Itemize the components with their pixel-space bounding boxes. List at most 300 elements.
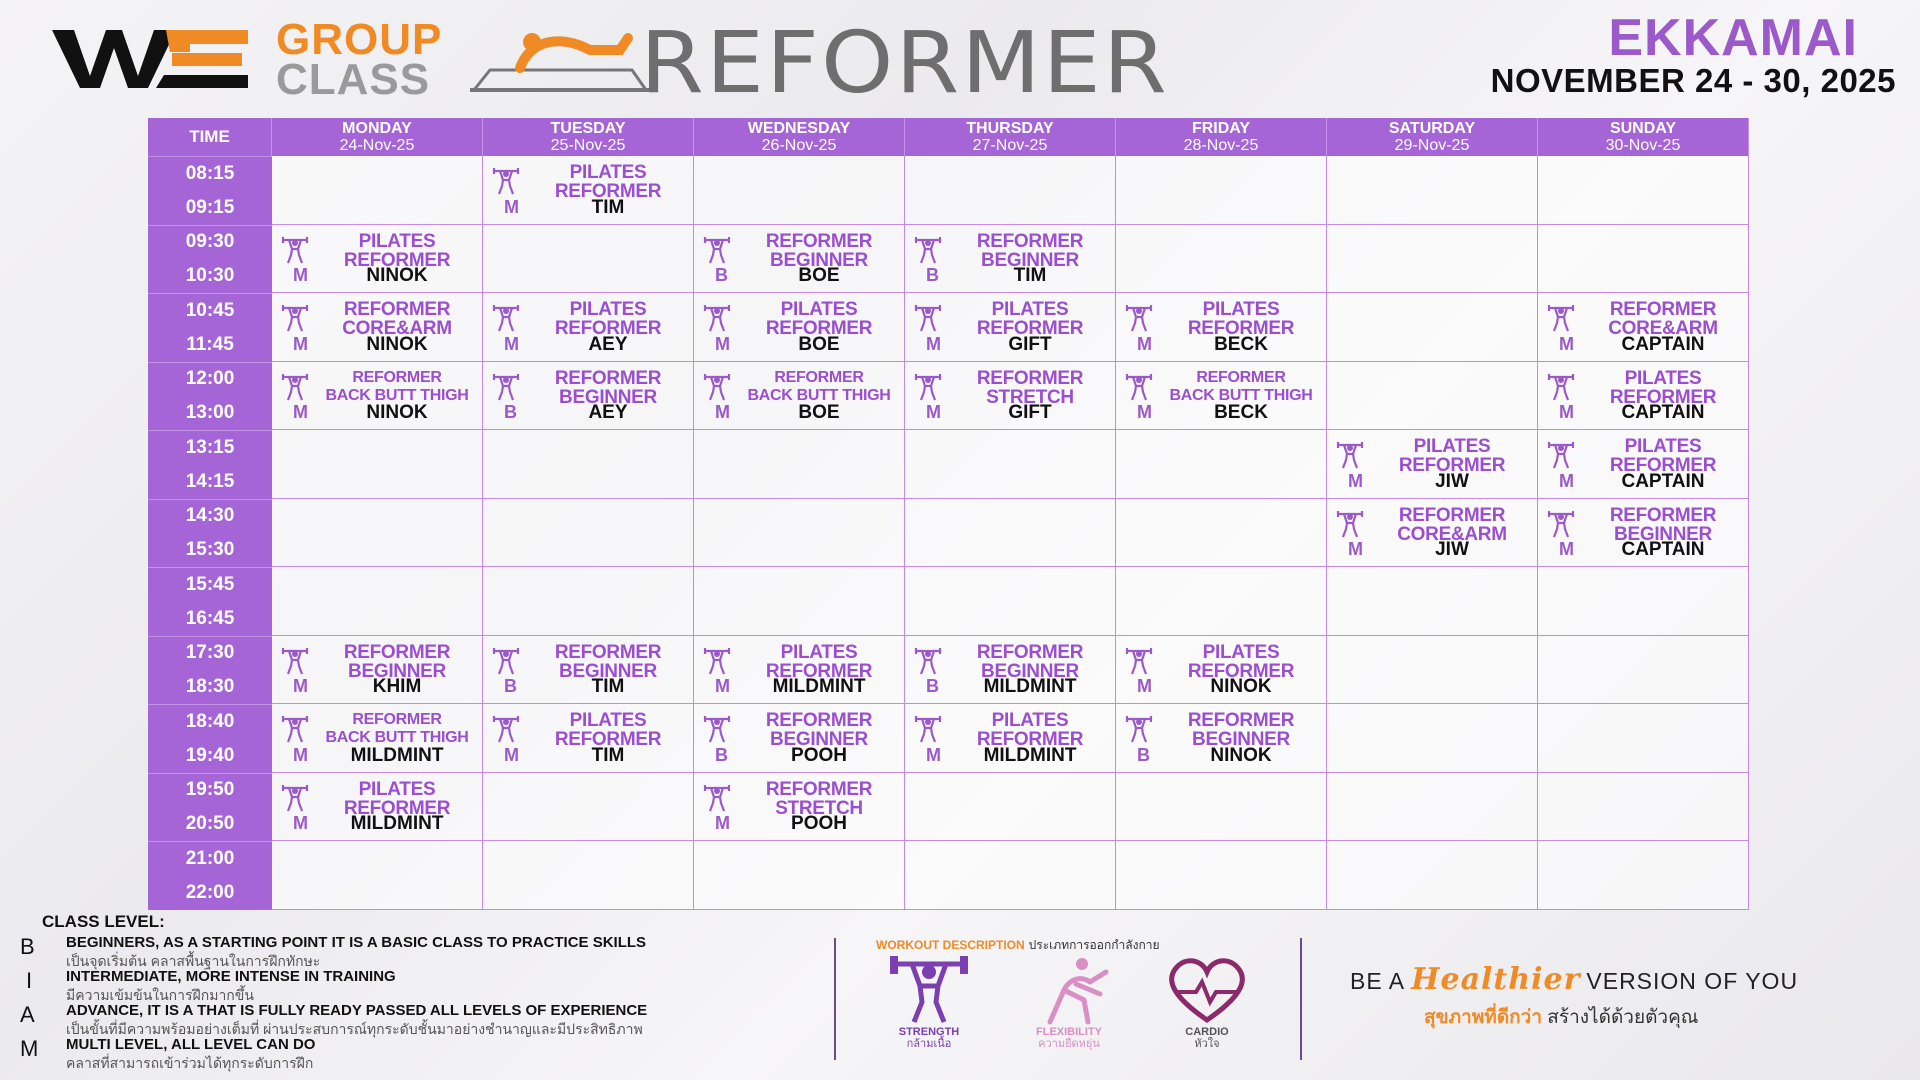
workout-strength-icon [1546, 509, 1576, 539]
class-name-line1: PILATES [780, 641, 858, 663]
time-slot [148, 156, 272, 225]
workout-strength-icon [491, 303, 521, 333]
class-name [316, 300, 478, 338]
class-name-line2: BEGINNER [770, 249, 868, 271]
schedule-cell [1538, 567, 1749, 636]
workout-label-th: กล้ามเนื้อ [906, 1038, 952, 1050]
class-entry[interactable] [1116, 293, 1326, 361]
class-name-line2: BACK BUTT THIGH [747, 386, 891, 404]
instructor-name: NINOK [366, 333, 428, 355]
class-name [1160, 711, 1322, 749]
schedule-cell [694, 567, 905, 636]
date-range: NOVEMBER 24 - 30, 2025 [1490, 62, 1896, 99]
schedule-cell [694, 499, 905, 568]
class-name-line2: STRETCH [986, 386, 1074, 408]
class-name-line1: REFORMER [343, 641, 451, 663]
class-level-badge: B [504, 402, 517, 422]
tagline-post: VERSION OF YOU [1586, 968, 1799, 994]
schedule-cell [272, 704, 483, 773]
class-name-line1: PILATES [358, 230, 436, 252]
class-name-line1: PILATES [780, 299, 858, 320]
schedule-cell [905, 704, 1116, 773]
workout-strength-icon [1546, 440, 1576, 470]
schedule-cell [1116, 636, 1327, 705]
class-entry[interactable] [272, 773, 482, 841]
workout-strength-icon [1124, 714, 1154, 744]
schedule-cell [694, 430, 905, 499]
class-name [1582, 369, 1744, 407]
workout-strength-icon [1546, 303, 1576, 333]
flexibility-icon [1024, 954, 1114, 1026]
class-name-line1: PILATES [358, 778, 436, 800]
schedule-cell [694, 841, 905, 910]
workout-strength-icon [280, 646, 310, 676]
day-date: 29-Nov-25 [1394, 137, 1470, 154]
class-entry[interactable] [905, 704, 1115, 772]
workout-strength-icon [702, 303, 732, 333]
level-desc-th: เป็นขั้นที่มีความพร้อมอย่างเต็มที่ ผ่านประสบการณ์ทุกระดับชั้นมาอย่างชำนาญและมีประสิทธิภาพ [66, 1021, 643, 1037]
day-header-thursday [905, 118, 1116, 156]
instructor-name: JIW [1435, 539, 1469, 560]
workout-strength-icon [702, 646, 732, 676]
class-name-line1: PILATES [569, 162, 647, 183]
class-name-line2: REFORMER [976, 729, 1084, 750]
time-slot [148, 841, 272, 910]
instructor-name: POOH [791, 744, 847, 766]
class-level-badge: M [1559, 402, 1574, 422]
day-header-tuesday [483, 118, 694, 156]
schedule-cell [272, 430, 483, 499]
class-entry[interactable] [694, 773, 904, 841]
class-name [1371, 506, 1533, 544]
schedule-cell [694, 704, 905, 773]
schedule-cell [483, 841, 694, 910]
class-level-badge: M [293, 744, 308, 765]
class-name-line2: CORE&ARM [1608, 318, 1718, 339]
time-slot [148, 362, 272, 431]
schedule-cell [905, 636, 1116, 705]
workout-strength-icon [913, 303, 943, 333]
day-header-saturday [1327, 118, 1538, 156]
class-level-title: CLASS LEVEL: [42, 912, 165, 931]
slot-end: 19:40 [185, 744, 235, 766]
class-entry[interactable] [1327, 430, 1537, 498]
workout-title-th: ประเภทการออกกำลังกาย [1028, 938, 1160, 952]
class-level-badge: M [1137, 333, 1152, 354]
class-entry[interactable] [1538, 362, 1748, 430]
time-slot [148, 293, 272, 362]
class-entry[interactable] [483, 156, 693, 224]
workout-label-th: ความยืดหยุ่น [1038, 1038, 1100, 1050]
instructor-name: MILDMINT [350, 744, 444, 766]
workout-flexibility [1014, 954, 1124, 1050]
class-name-line1: PILATES [569, 299, 647, 320]
schedule-cell [905, 362, 1116, 431]
level-letter: I [26, 968, 33, 993]
level-letter: A [20, 1002, 35, 1027]
class-name-line1: REFORMER [1398, 504, 1506, 526]
slot-end: 16:45 [185, 607, 235, 629]
class-name-line2: REFORMER [554, 181, 662, 202]
instructor-name: MILDMINT [772, 676, 866, 697]
class-name-line2: BEGINNER [981, 660, 1079, 682]
workout-strength-icon [702, 372, 732, 402]
class-name-line1: REFORMER [554, 641, 662, 663]
class-name-line2: REFORMER [343, 797, 451, 819]
slot-end: 14:15 [185, 470, 235, 492]
class-entry[interactable] [905, 636, 1115, 704]
day-header-wednesday [694, 118, 905, 156]
class-name [949, 711, 1111, 749]
level-letter: B [20, 934, 35, 959]
instructor-name: NINOK [1210, 676, 1272, 697]
workout-label-th: หัวใจ [1194, 1038, 1220, 1050]
schedule-cell [272, 499, 483, 568]
schedule-cell [1116, 225, 1327, 294]
class-text: CLASS [276, 54, 431, 104]
time-slot [148, 430, 272, 499]
day-date: 30-Nov-25 [1605, 137, 1681, 154]
slot-end: 18:30 [185, 676, 235, 698]
instructor-name: NINOK [366, 402, 428, 423]
class-level-badge: M [293, 813, 308, 833]
level-desc-th: เป็นจุดเริ่มต้น คลาสพื้นฐานในการฝึกทักษะ [66, 953, 321, 969]
schedule-cell [1327, 704, 1538, 773]
class-name-line2: BEGINNER [559, 660, 657, 682]
class-level-badge: M [293, 402, 308, 422]
slot-start: 08:15 [185, 162, 235, 184]
we-logo [52, 26, 252, 92]
schedule-cell [1538, 704, 1749, 773]
time-slot [148, 499, 272, 568]
schedule-cell [272, 362, 483, 431]
class-level-badge: M [715, 333, 730, 354]
class-level-badge: M [1348, 539, 1363, 559]
schedule-cell [1116, 567, 1327, 636]
slot-start: 10:45 [185, 299, 235, 321]
class-name [949, 300, 1111, 338]
time-slot [148, 773, 272, 842]
class-level-badge: M [1559, 470, 1574, 491]
class-entry[interactable] [483, 362, 693, 430]
class-name-line1: REFORMER [976, 641, 1084, 663]
schedule-cell [483, 362, 694, 431]
schedule-cell [483, 156, 694, 225]
class-name [316, 369, 478, 405]
class-entry[interactable] [694, 362, 904, 430]
class-entry[interactable] [272, 636, 482, 704]
instructor-name: TIM [1013, 265, 1047, 286]
workout-strength-icon [280, 303, 310, 333]
day-name: TUESDAY [550, 120, 626, 137]
class-name [316, 711, 478, 747]
class-level-badge: M [715, 676, 730, 696]
workout-strength-icon [491, 646, 521, 676]
schedule-cell [1538, 225, 1749, 294]
schedule-cell [1116, 841, 1327, 910]
group-text: GROUP [276, 15, 443, 64]
workout-strength [874, 954, 984, 1050]
instructor-name: CAPTAIN [1621, 333, 1705, 355]
level-desc-en: BEGINNERS, AS A STARTING POINT IT IS A BASIC CLASS TO PRACTICE SKILLS [66, 934, 647, 951]
class-entry[interactable] [905, 293, 1115, 361]
day-date: 25-Nov-25 [550, 137, 626, 154]
workout-strength-icon [280, 783, 310, 813]
reformer-machine-icon [460, 20, 660, 96]
level-desc-en: MULTI LEVEL, ALL LEVEL CAN DO [66, 1036, 316, 1053]
instructor-name: TIM [591, 676, 625, 697]
tagline-highlight: Healthier [1411, 962, 1581, 997]
schedule-cell [1116, 499, 1327, 568]
schedule-cell [1538, 362, 1749, 431]
schedule-cell [1538, 156, 1749, 225]
class-entry[interactable] [483, 704, 693, 772]
class-name-line1: PILATES [991, 710, 1069, 731]
slot-end: 11:45 [186, 333, 234, 355]
class-name-line2: BEGINNER [1192, 729, 1290, 750]
class-entry[interactable] [694, 704, 904, 772]
class-level-badge: B [504, 676, 517, 696]
branch-name: EKKAMAI [1608, 9, 1858, 67]
schedule-cell [694, 225, 905, 294]
schedule-cell [272, 293, 483, 362]
schedule-cell [483, 293, 694, 362]
class-name-line2: CORE&ARM [342, 318, 452, 339]
class-level-badge: M [293, 676, 308, 696]
instructor-name: GIFT [1008, 402, 1052, 423]
slot-end: 13:00 [185, 402, 235, 424]
class-name-line1: PILATES [1624, 367, 1702, 389]
slot-start: 12:00 [185, 368, 235, 390]
class-name [1160, 643, 1322, 681]
class-name [1582, 506, 1744, 544]
schedule-cell [1327, 156, 1538, 225]
instructor-name: CAPTAIN [1621, 470, 1705, 492]
instructor-name: JIW [1435, 470, 1469, 492]
class-name [1582, 300, 1744, 338]
workout-strength-icon [913, 372, 943, 402]
class-entry[interactable] [272, 704, 482, 772]
time-column-header: TIME [148, 118, 272, 156]
class-name-line2: BEGINNER [770, 729, 868, 750]
class-level-badge: M [1559, 539, 1574, 559]
tagline-th [1424, 1002, 1698, 1032]
class-level-badge: M [504, 744, 519, 765]
class-name-line2: BEGINNER [348, 660, 446, 682]
schedule-cell [483, 704, 694, 773]
class-entry[interactable] [483, 636, 693, 704]
class-entry[interactable] [1538, 499, 1748, 567]
class-name [527, 369, 689, 407]
class-level-badge: M [1348, 470, 1363, 491]
instructor-name: CAPTAIN [1621, 402, 1705, 423]
instructor-name: TIM [591, 196, 625, 218]
schedule-cell [905, 499, 1116, 568]
schedule-cell [483, 636, 694, 705]
schedule-cell [694, 293, 905, 362]
class-name-line1: REFORMER [1609, 299, 1717, 320]
schedule-cell [1327, 225, 1538, 294]
instructor-name: POOH [791, 813, 847, 834]
slot-start: 18:40 [185, 710, 235, 732]
slot-end: 22:00 [185, 881, 235, 903]
class-entry[interactable] [1116, 362, 1326, 430]
footer [0, 910, 1920, 1080]
schedule-cell [905, 773, 1116, 842]
class-entry[interactable] [1116, 636, 1326, 704]
schedule-cell [1327, 841, 1538, 910]
schedule-cell [272, 636, 483, 705]
class-name-line1: PILATES [569, 710, 647, 731]
slot-end: 10:30 [185, 265, 235, 287]
class-level-badge: B [715, 744, 728, 765]
slot-start: 21:00 [185, 847, 235, 869]
class-level-badge: M [926, 402, 941, 422]
schedule-cell [483, 567, 694, 636]
workout-strength-icon [1124, 646, 1154, 676]
level-letter: M [20, 1036, 39, 1061]
level-desc-th: มีความเข้มข้นในการฝึกมากขึ้น [66, 987, 254, 1003]
class-name [738, 711, 900, 749]
schedule-cell [272, 773, 483, 842]
workout-label-en: CARDIO [1185, 1026, 1229, 1038]
class-name [738, 643, 900, 681]
schedule-cell [483, 499, 694, 568]
divider [834, 938, 836, 1060]
workout-strength-icon [702, 714, 732, 744]
tagline-th-highlight: สุขภาพที่ดีกว่า [1424, 1007, 1543, 1028]
class-entry[interactable] [483, 293, 693, 361]
schedule-cell [1327, 567, 1538, 636]
class-entry[interactable] [1116, 704, 1326, 772]
class-entry[interactable] [272, 293, 482, 361]
class-name-line1: PILATES [1202, 299, 1280, 320]
class-name-line1: REFORMER [352, 368, 442, 386]
time-slot [148, 636, 272, 705]
class-level-badge: M [1559, 333, 1574, 354]
class-name [949, 643, 1111, 681]
workout-label-en: FLEXIBILITY [1036, 1026, 1102, 1038]
schedule-cell [1116, 704, 1327, 773]
class-level-badge: B [1137, 744, 1150, 765]
schedule-grid [148, 118, 1750, 910]
class-entry[interactable] [1327, 499, 1537, 567]
class-entry[interactable] [694, 225, 904, 293]
class-name-line2: BACK BUTT THIGH [325, 729, 469, 746]
class-name-line1: REFORMER [976, 230, 1084, 252]
class-entry[interactable] [694, 293, 904, 361]
class-level-badge: M [715, 402, 730, 422]
slot-end: 20:50 [185, 813, 235, 835]
class-name [527, 643, 689, 681]
schedule-cell [1327, 773, 1538, 842]
class-name-line2: REFORMER [1609, 455, 1717, 476]
workout-strength-icon [491, 372, 521, 402]
schedule-cell [1538, 499, 1749, 568]
slot-start: 17:30 [185, 642, 235, 664]
day-name: THURSDAY [966, 120, 1054, 137]
class-level-badge: B [715, 265, 728, 285]
class-name-line1: REFORMER [352, 711, 442, 728]
workout-strength-icon [280, 372, 310, 402]
schedule-cell [1327, 636, 1538, 705]
cardio-icon [1162, 954, 1252, 1026]
workout-strength-icon [913, 646, 943, 676]
schedule-cell [1327, 430, 1538, 499]
class-name-line2: REFORMER [554, 729, 662, 750]
day-date: 28-Nov-25 [1183, 137, 1259, 154]
day-header-monday [272, 118, 483, 156]
class-name [1160, 300, 1322, 338]
class-name-line2: REFORMER [1398, 455, 1506, 476]
schedule-cell [1327, 293, 1538, 362]
class-level-badge: M [715, 813, 730, 833]
class-entry[interactable] [272, 225, 482, 293]
class-entry[interactable] [905, 225, 1115, 293]
class-entry[interactable] [1538, 293, 1748, 361]
instructor-name: BECK [1214, 333, 1268, 355]
schedule-cell [483, 225, 694, 294]
class-entry[interactable] [694, 636, 904, 704]
instructor-name: BOE [798, 265, 840, 286]
class-name-line2: REFORMER [343, 249, 451, 271]
schedule-cell [1538, 841, 1749, 910]
workout-description-title [876, 936, 1159, 955]
class-name [738, 300, 900, 338]
slot-start: 14:30 [185, 505, 235, 527]
schedule-cell [905, 567, 1116, 636]
class-level-badge: M [293, 265, 308, 285]
workout-strength-icon [702, 783, 732, 813]
workout-strength-icon [280, 714, 310, 744]
level-desc-en: INTERMEDIATE, MORE INTENSE IN TRAINING [66, 968, 396, 985]
strength-icon [884, 954, 974, 1026]
class-name [316, 780, 478, 818]
class-name-line1: PILATES [1202, 641, 1280, 663]
day-date: 26-Nov-25 [761, 137, 837, 154]
class-entry[interactable] [1538, 430, 1748, 498]
workout-strength-icon [1124, 372, 1154, 402]
instructor-name: MILDMINT [350, 813, 444, 834]
class-name-line2: REFORMER [1187, 318, 1295, 339]
schedule-cell [1327, 362, 1538, 431]
class-level-badge: M [293, 333, 308, 354]
class-level-badge: M [504, 196, 519, 217]
level-desc-en: ADVANCE, IT IS A THAT IS FULLY READY PASSED ALL LEVELS OF EXPERIENCE [66, 1002, 648, 1019]
tagline-en [1350, 962, 1798, 997]
class-name [738, 780, 900, 818]
workout-strength-icon [1335, 440, 1365, 470]
slot-end: 15:30 [185, 539, 235, 561]
class-name [527, 300, 689, 338]
class-entry[interactable] [905, 362, 1115, 430]
time-slot [148, 704, 272, 773]
schedule-cell [694, 362, 905, 431]
level-desc-th: คลาสที่สามารถเข้าร่วมได้ทุกระดับการฝึก [66, 1055, 314, 1071]
tagline-th-rest: สร้างได้ด้วยตัวคุณ [1547, 1007, 1699, 1028]
workout-strength-icon [913, 235, 943, 265]
schedule-cell [483, 430, 694, 499]
class-name [1582, 437, 1744, 475]
class-entry[interactable] [272, 362, 482, 430]
slot-end: 09:15 [185, 196, 235, 218]
schedule-cell [272, 156, 483, 225]
schedule-cell [694, 773, 905, 842]
workout-strength-icon [280, 235, 310, 265]
schedule-cell [1327, 499, 1538, 568]
slot-start: 09:30 [185, 231, 235, 253]
day-name: SUNDAY [1609, 120, 1677, 137]
